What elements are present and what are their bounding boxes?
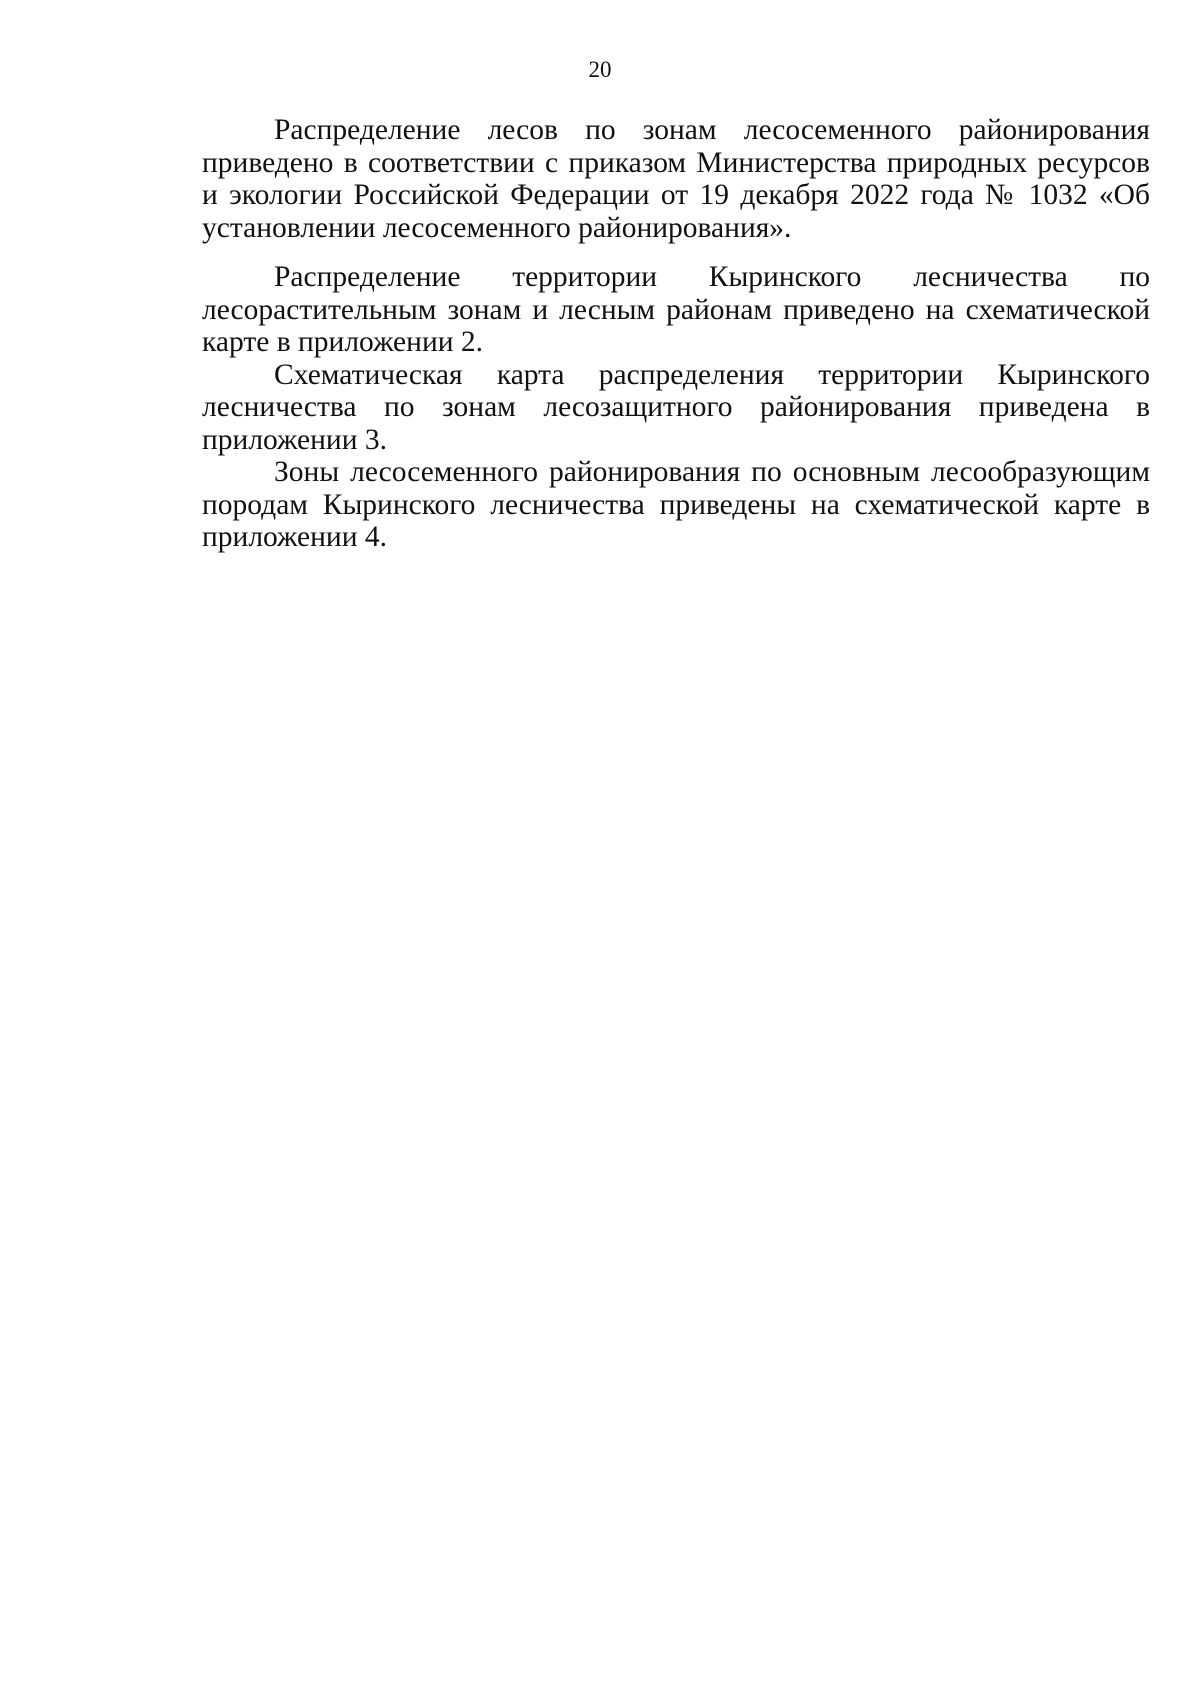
paragraph-forest-zones-appendix-2: Распределение территории Кыринского лесничества по лесорастительным зонам и лесным районам приведено на схематической карте в приложении 2. <box>202 261 1150 358</box>
paragraph-seed-zones-appendix-4: Зоны лесосеменного районирования по основным лесообразующим породам Кыринского лесничества приведены на схематической карте в приложении 4. <box>202 456 1150 553</box>
paragraph-forest-protection-appendix-3: Схематическая карта распределения территории Кыринского лесничества по зонам лесозащитного районирования приведена в приложении 3. <box>202 358 1150 456</box>
page-number: 20 <box>588 57 612 82</box>
paragraph-seed-zoning-order: Распределение лесов по зонам лесосеменного районирования приведено в соответствии с приказом Министерства природных ресурсов и экологии Российской Федерации от 19 декабря 2022 года № 1032 «Об установлении лесосеменного районирования». <box>202 114 1150 244</box>
document-body <box>202 114 1150 554</box>
